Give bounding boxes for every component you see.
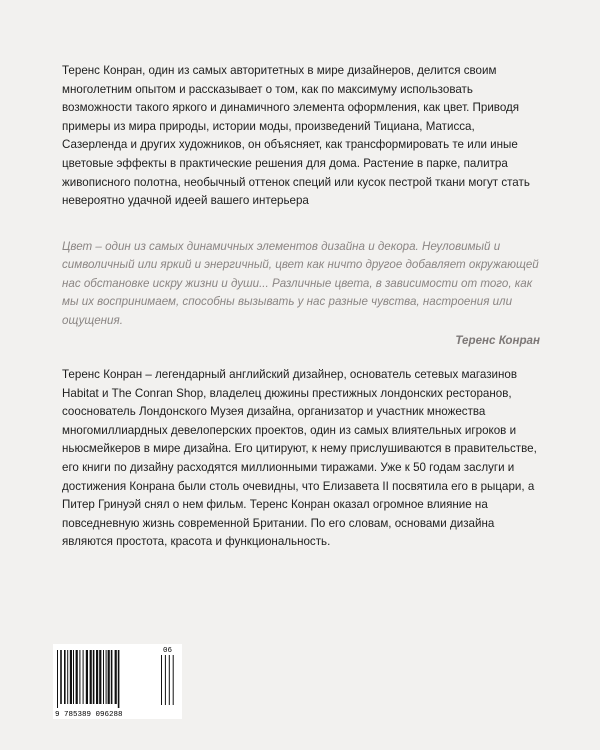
barcode-bar [108,650,110,704]
quote-author: Теренс Конран [455,334,540,348]
barcode-addon-bar [161,655,162,705]
barcode-bar [111,650,113,704]
barcode-bar [90,650,92,704]
barcode-bar [73,650,74,704]
barcode-addon-bar [165,655,166,705]
intro-paragraph: Теренс Конран, один из самых авторитетных в мире дизайнеров, делится своим многолетним опытом и рассказывает о том, как по максимуму использовать возможности такого яркого и динамичного элемента оформления, как цвет. Приводя примеры из мира природы, истории моды, произведений Тициана, Матисса, Сазерленда и других художников, он объясняет, как трансформировать те или иные цветовые эффекты в практические решения для дома. Растение в парке, палитра живописного полотна, необычный оттенок специй или кусок пестрой ткани могут стать невероятно удачной идеей вашего интерьера [62,64,530,208]
barcode-bar [67,650,68,704]
barcode-bar [70,650,72,704]
bio-paragraph: Теренс Конран – легендарный английский дизайнер, основатель сетевых магазинов Habitat и The Conran Shop, владелец дюжины престижных лондонских ресторанов, сооснователь Лондонского Музея дизайна, организатор и участник множества многомиллиардных девелоперских проектов, один из самых влиятельных игроков и ньюсмейкеров в мире дизайна. Его цитируют, к нему прислушиваются в правительстве, его книги по дизайну расходятся миллионными тиражами. Уже к 50 годам заслуги и достижения Конрана были столь очевидны, что Елизавета II посвятила его в рыцари, а Питер Гринуэй снял о нем фильм. Теренс Конран оказал огромное влияние на повседневную жизнь современной Британии. По его словам, основами дизайна являются простота, красота и функциональность. [62,368,537,549]
barcode-bar [79,650,80,704]
barcode-bar [96,650,98,704]
barcode-bar [93,650,95,704]
barcode-bar [83,650,84,704]
barcode-bars [57,650,119,708]
isbn-number: 9 785389 096288 [55,711,123,719]
barcode-image [53,644,182,719]
barcode-addon-bar [173,655,174,705]
barcode-bar [86,650,88,704]
barcode-bar [103,650,104,704]
barcode-addon-bar [169,655,170,705]
barcode-bar [57,650,58,708]
barcode-addon-number: 06 [163,647,173,655]
barcode-bar [115,650,117,704]
barcode-bar [76,650,78,704]
barcode-bar [99,650,101,704]
quote-text: Цвет – один из самых динамичных элементов дизайна и декора. Неуловимый и символичный или яркий и энергичный, цвет как ничто другое добавляет окружающей нас обстановке искру жизни и души... Различные цвета, в зависимости от того, как мы их воспринимаем, способны вызывать у нас разные чувства, настроения или ощущения. [62,240,539,327]
barcode-bar [60,650,62,704]
barcode-bar [64,650,66,704]
quote-block [62,238,540,347]
barcode-bar [106,650,107,704]
barcode [53,644,182,719]
barcode-bar [118,650,120,708]
barcode-addon-bars [161,655,174,705]
